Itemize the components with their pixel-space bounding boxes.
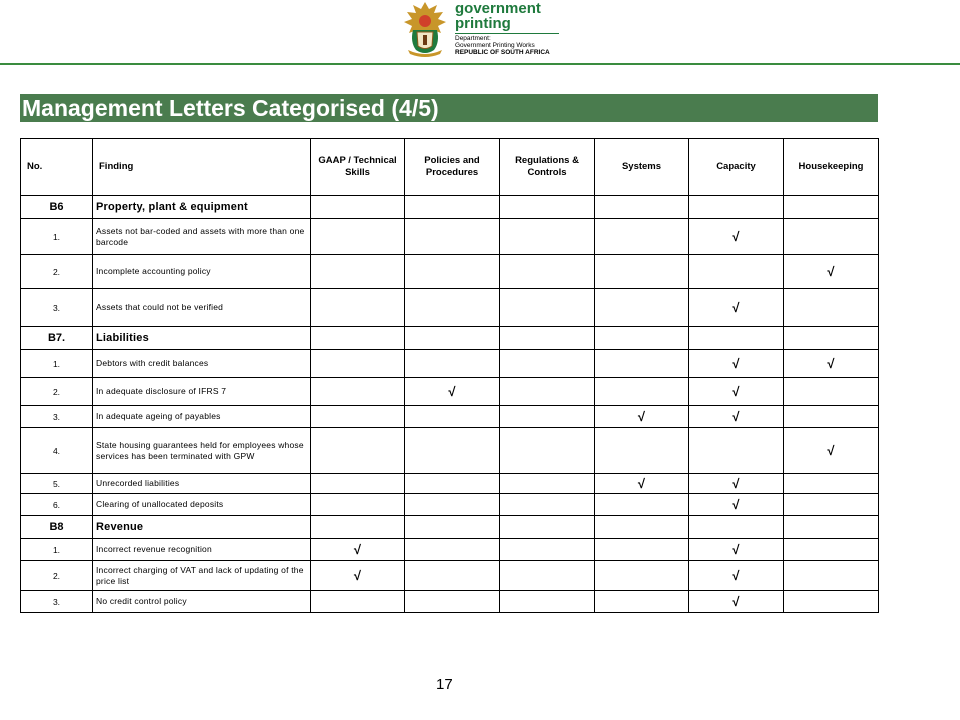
cell-capacity <box>689 327 784 350</box>
cell-regulations <box>500 350 595 378</box>
cell-policies <box>405 591 500 613</box>
check-mark-icon: √ <box>732 476 740 491</box>
cell-regulations <box>500 219 595 255</box>
section-title: Property, plant & equipment <box>93 196 311 219</box>
cell-housekeeping <box>784 474 879 494</box>
page-number: 17 <box>436 676 453 693</box>
row-number: 3. <box>21 289 93 327</box>
column-header-gaap: GAAP / Technical Skills <box>311 139 405 196</box>
check-mark-icon: √ <box>827 264 835 279</box>
finding-text: In adequate ageing of payables <box>93 406 311 428</box>
check-mark-icon: √ <box>732 568 740 583</box>
dept-line-3: REPUBLIC OF SOUTH AFRICA <box>455 49 550 56</box>
column-header-policies: Policies and Procedures <box>405 139 500 196</box>
cell-regulations <box>500 378 595 406</box>
cell-housekeeping <box>784 494 879 516</box>
cell-capacity <box>689 561 784 591</box>
row-number: 1. <box>21 219 93 255</box>
dept-line-2: Government Printing Works <box>455 42 535 49</box>
row-number: 1. <box>21 539 93 561</box>
section-row <box>21 516 879 539</box>
cell-policies <box>405 289 500 327</box>
cell-regulations <box>500 561 595 591</box>
cell-regulations <box>500 327 595 350</box>
finding-text: Incomplete accounting policy <box>93 255 311 289</box>
finding-text: Debtors with credit balances <box>93 350 311 378</box>
cell-regulations <box>500 255 595 289</box>
finding-text: In adequate disclosure of IFRS 7 <box>93 378 311 406</box>
row-number: 4. <box>21 428 93 474</box>
column-header-finding: Finding <box>93 139 311 196</box>
government-printing-logo <box>398 0 568 60</box>
check-mark-icon: √ <box>732 409 740 424</box>
finding-text: Clearing of unallocated deposits <box>93 494 311 516</box>
table-row <box>21 494 879 516</box>
cell-gaap <box>311 255 405 289</box>
cell-policies <box>405 219 500 255</box>
row-number: 1. <box>21 350 93 378</box>
check-mark-icon: √ <box>448 384 456 399</box>
cell-housekeeping <box>784 378 879 406</box>
cell-systems <box>595 327 689 350</box>
cell-capacity <box>689 494 784 516</box>
finding-text: No credit control policy <box>93 591 311 613</box>
section-title: Liabilities <box>93 327 311 350</box>
cell-capacity <box>689 219 784 255</box>
check-mark-icon: √ <box>827 443 835 458</box>
cell-regulations <box>500 474 595 494</box>
cell-capacity <box>689 428 784 474</box>
table-row <box>21 406 879 428</box>
table-row <box>21 474 879 494</box>
cell-housekeeping <box>784 219 879 255</box>
cell-gaap <box>311 474 405 494</box>
cell-systems <box>595 255 689 289</box>
cell-housekeeping <box>784 327 879 350</box>
cell-gaap <box>311 591 405 613</box>
cell-housekeeping <box>784 289 879 327</box>
row-number: B8 <box>21 516 93 539</box>
cell-capacity <box>689 350 784 378</box>
column-header-housekeeping: Housekeeping <box>784 139 879 196</box>
cell-policies <box>405 327 500 350</box>
cell-systems <box>595 350 689 378</box>
check-mark-icon: √ <box>732 300 740 315</box>
cell-capacity <box>689 539 784 561</box>
table-row <box>21 591 879 613</box>
table-body <box>21 196 879 613</box>
logo-rule <box>455 33 559 34</box>
cell-capacity <box>689 406 784 428</box>
row-number: 2. <box>21 378 93 406</box>
cell-capacity <box>689 289 784 327</box>
cell-regulations <box>500 406 595 428</box>
row-number: 6. <box>21 494 93 516</box>
title-bar <box>20 94 878 122</box>
section-row <box>21 196 879 219</box>
cell-housekeeping <box>784 255 879 289</box>
column-header-no: No. <box>21 139 93 196</box>
header-divider <box>0 63 960 65</box>
cell-housekeeping <box>784 539 879 561</box>
cell-policies <box>405 378 500 406</box>
cell-policies <box>405 428 500 474</box>
cell-gaap <box>311 378 405 406</box>
cell-policies <box>405 474 500 494</box>
finding-text: Unrecorded liabilities <box>93 474 311 494</box>
cell-capacity <box>689 516 784 539</box>
table-row <box>21 350 879 378</box>
check-mark-icon: √ <box>637 409 646 424</box>
cell-gaap <box>311 219 405 255</box>
cell-systems <box>595 406 689 428</box>
cell-housekeeping <box>784 406 879 428</box>
cell-capacity <box>689 591 784 613</box>
check-mark-icon: √ <box>732 497 740 512</box>
cell-systems <box>595 474 689 494</box>
column-header-regulations: Regulations & Controls <box>500 139 595 196</box>
row-number: 3. <box>21 406 93 428</box>
finding-text: Incorrect charging of VAT and lack of updating of the price list <box>93 561 311 591</box>
row-number: 2. <box>21 255 93 289</box>
cell-policies <box>405 516 500 539</box>
cell-regulations <box>500 494 595 516</box>
finding-text: State housing guarantees held for employees whose services has been terminated with GPW <box>93 428 311 474</box>
cell-systems <box>595 219 689 255</box>
cell-regulations <box>500 196 595 219</box>
row-number: B6 <box>21 196 93 219</box>
cell-gaap <box>311 406 405 428</box>
cell-regulations <box>500 516 595 539</box>
dept-line-1: Department: <box>455 35 491 42</box>
table-row <box>21 219 879 255</box>
check-mark-icon: √ <box>827 356 835 371</box>
cell-housekeeping <box>784 428 879 474</box>
cell-regulations <box>500 539 595 561</box>
cell-systems <box>595 289 689 327</box>
row-number: B7. <box>21 327 93 350</box>
cell-housekeeping <box>784 350 879 378</box>
cell-housekeeping <box>784 516 879 539</box>
brand-line-1: government <box>455 0 541 17</box>
cell-systems <box>595 591 689 613</box>
check-mark-icon: √ <box>732 384 740 399</box>
check-mark-icon: √ <box>637 476 646 491</box>
section-row <box>21 327 879 350</box>
cell-housekeeping <box>784 196 879 219</box>
check-mark-icon: √ <box>732 594 740 609</box>
cell-gaap <box>311 494 405 516</box>
cell-capacity <box>689 255 784 289</box>
finding-text: Assets not bar-coded and assets with more than one barcode <box>93 219 311 255</box>
cell-housekeeping <box>784 591 879 613</box>
cell-policies <box>405 494 500 516</box>
cell-gaap <box>311 327 405 350</box>
cell-policies <box>405 255 500 289</box>
findings-table-container <box>20 138 879 613</box>
table-row <box>21 289 879 327</box>
cell-capacity <box>689 196 784 219</box>
cell-regulations <box>500 428 595 474</box>
table-row <box>21 428 879 474</box>
coat-of-arms-icon <box>400 0 450 58</box>
slide-title: Management Letters Categorised (4/5) <box>22 95 439 121</box>
column-header-capacity: Capacity <box>689 139 784 196</box>
cell-systems <box>595 516 689 539</box>
cell-housekeeping <box>784 561 879 591</box>
column-header-systems: Systems <box>595 139 689 196</box>
cell-policies <box>405 196 500 219</box>
cell-policies <box>405 406 500 428</box>
cell-systems <box>595 378 689 406</box>
cell-systems <box>595 494 689 516</box>
cell-gaap <box>311 428 405 474</box>
table-header-row <box>21 139 879 196</box>
table-row <box>21 378 879 406</box>
check-mark-icon: √ <box>732 356 740 371</box>
cell-gaap <box>311 516 405 539</box>
row-number: 2. <box>21 561 93 591</box>
section-title: Revenue <box>93 516 311 539</box>
brand-line-2: printing <box>455 15 511 32</box>
cell-capacity <box>689 474 784 494</box>
cell-systems <box>595 539 689 561</box>
cell-gaap <box>311 561 405 591</box>
check-mark-icon: √ <box>353 542 362 557</box>
row-number: 5. <box>21 474 93 494</box>
table-row <box>21 561 879 591</box>
findings-table <box>20 138 879 613</box>
cell-gaap <box>311 289 405 327</box>
cell-policies <box>405 539 500 561</box>
cell-gaap <box>311 539 405 561</box>
cell-gaap <box>311 196 405 219</box>
cell-systems <box>595 428 689 474</box>
row-number: 3. <box>21 591 93 613</box>
cell-systems <box>595 561 689 591</box>
check-mark-icon: √ <box>353 568 362 583</box>
table-row <box>21 255 879 289</box>
cell-gaap <box>311 350 405 378</box>
cell-regulations <box>500 289 595 327</box>
cell-capacity <box>689 378 784 406</box>
finding-text: Incorrect revenue recognition <box>93 539 311 561</box>
cell-systems <box>595 196 689 219</box>
check-mark-icon: √ <box>732 229 740 244</box>
cell-regulations <box>500 591 595 613</box>
finding-text: Assets that could not be verified <box>93 289 311 327</box>
table-row <box>21 539 879 561</box>
check-mark-icon: √ <box>732 542 740 557</box>
cell-policies <box>405 561 500 591</box>
cell-policies <box>405 350 500 378</box>
